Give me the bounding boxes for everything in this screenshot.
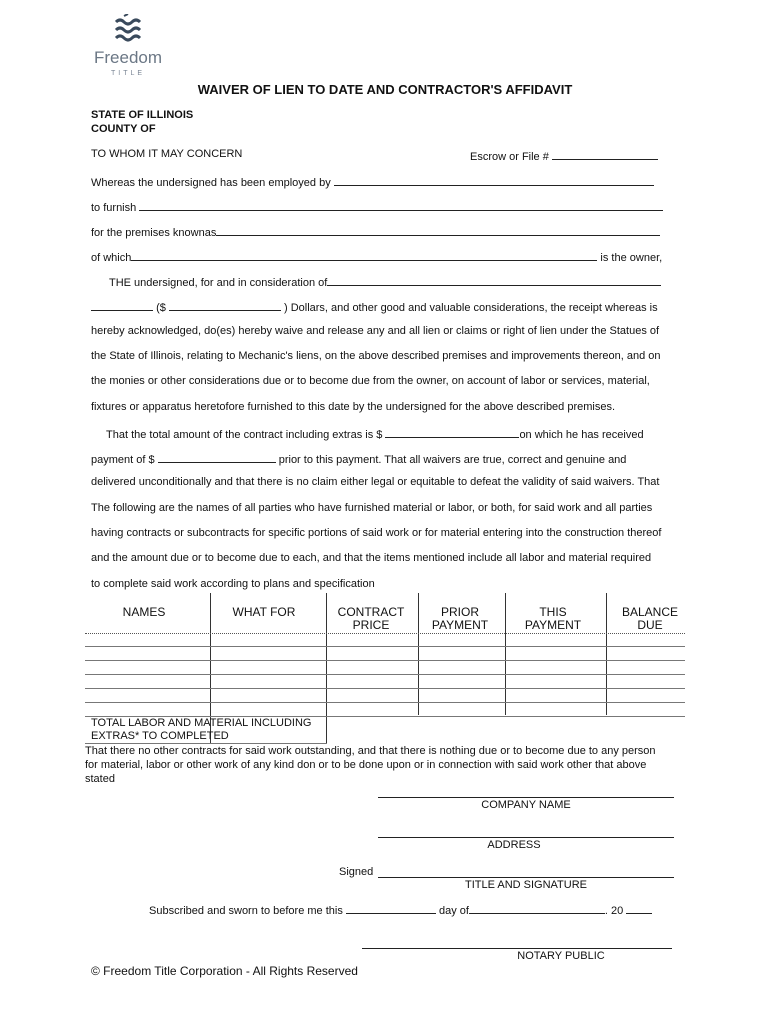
table-header-rule — [85, 633, 685, 634]
premises-row — [91, 224, 660, 239]
dollars-rest: ) Dollars, and other good and valuable considerations, the receipt whereas is — [283, 302, 658, 314]
day-of-label: day of — [438, 905, 469, 917]
address-field[interactable] — [378, 837, 674, 838]
payment-of-label: payment of $ — [91, 454, 155, 466]
paragraph-line-5: fixtures or apparatus heretofore furnished to this date by the undersigned for the above described premises. — [91, 401, 616, 413]
dollars-row — [91, 299, 658, 314]
col-header-contract-price: CONTRACT PRICE — [337, 605, 405, 632]
company-logo — [86, 14, 170, 80]
address-label: ADDRESS — [487, 839, 541, 851]
title-signature-label: TITLE AND SIGNATURE — [464, 879, 588, 891]
consideration-row — [109, 274, 661, 289]
whereas-row — [91, 174, 654, 189]
escrow-label — [470, 148, 658, 163]
furnish-label: to furnish — [91, 202, 137, 214]
to-whom-label: TO WHOM IT MAY CONCERN — [91, 148, 243, 160]
subscribed-label: Subscribed and sworn to before me this — [149, 905, 343, 917]
prior-rest: prior to this payment. That all waivers are true, correct and genuine and — [278, 454, 627, 466]
logo-name: Freedom — [93, 48, 163, 67]
table-row[interactable] — [85, 674, 685, 675]
signature-field[interactable] — [378, 877, 674, 878]
consideration-field[interactable] — [327, 274, 661, 286]
premises-field[interactable] — [216, 224, 660, 236]
furnish-field[interactable] — [139, 199, 663, 211]
col-header-balance-due: BALANCE DUE — [621, 605, 679, 632]
col-header-names: NAMES — [122, 605, 166, 619]
amount-words-field[interactable] — [91, 299, 153, 311]
sworn-year-field[interactable] — [626, 902, 652, 914]
company-name-field[interactable] — [378, 797, 674, 798]
escrow-text: Escrow or File # — [470, 151, 549, 163]
escrow-field[interactable] — [552, 148, 658, 160]
on-which-label: on which he has received — [519, 429, 644, 441]
total-label-line-1: TOTAL LABOR AND MATERIAL INCLUDING — [91, 717, 312, 729]
total-label-line-2: EXTRAS* TO COMPLETED — [91, 730, 229, 742]
copyright-footer: © Freedom Title Corporation - All Rights Reserved — [91, 964, 358, 978]
document-title: WAIVER OF LIEN TO DATE AND CONTRACTOR'S AFFIDAVIT — [197, 82, 573, 97]
is-owner-label: is the owner, — [600, 252, 663, 264]
sworn-day-field[interactable] — [346, 902, 436, 914]
closing-line-2: for material, labor or other work of any kind don or to be done upon or in connection with said work other that above — [85, 759, 647, 771]
total-row-rule — [85, 743, 327, 744]
total-amount-field[interactable] — [385, 426, 519, 438]
subscribed-row — [149, 902, 652, 917]
premises-label: for the premises knownas — [91, 227, 217, 239]
notary-field[interactable] — [362, 948, 672, 949]
signed-label: Signed — [339, 866, 374, 878]
owner-row — [91, 249, 662, 264]
sworn-month-field[interactable] — [469, 902, 605, 914]
paragraph-line-2: hereby acknowledged, do(es) hereby waive and release any and all lien or claims or right of lien under the Statues of — [91, 325, 660, 337]
closing-line-1: That there no other contracts for said work outstanding, and that there is nothing due or to become due to any person — [85, 745, 656, 757]
county-label: COUNTY OF — [91, 123, 156, 135]
employer-field[interactable] — [334, 174, 654, 186]
notary-label: NOTARY PUBLIC — [517, 950, 605, 962]
payment-row — [91, 451, 626, 466]
paragraph-line-3: the State of Illinois, relating to Mechanic's liens, on the above described premises and improvements thereon, and on — [91, 350, 661, 362]
table-row[interactable] — [85, 660, 685, 661]
state-label: STATE OF ILLINOIS — [91, 109, 194, 121]
total-amount-label: That the total amount of the contract including extras is $ — [106, 429, 383, 441]
table-row[interactable] — [85, 688, 685, 689]
paragraph-line-10: and the amount due or to become due to each, and that the items mentioned include all labor and material required — [91, 552, 652, 564]
undersigned-label: THE undersigned, for and in consideration of — [109, 277, 328, 289]
whereas-label: Whereas the undersigned has been employed by — [91, 177, 331, 189]
company-name-label: COMPANY NAME — [481, 799, 571, 811]
owner-field[interactable] — [131, 249, 597, 261]
total-amount-row — [106, 426, 644, 441]
furnish-row — [91, 199, 663, 214]
col-header-what-for: WHAT FOR — [232, 605, 296, 619]
paragraph-line-7: delivered unconditionally and that there is no claim either legal or equitable to defeat the validity of said waivers. That — [91, 476, 660, 488]
of-which-label: of which — [91, 252, 132, 264]
paragraph-line-8: The following are the names of all parties who have furnished material or labor, or both, for said work and all parties — [91, 502, 653, 514]
col-header-this-payment: THIS PAYMENT — [524, 605, 582, 632]
payment-field[interactable] — [158, 451, 276, 463]
table-row[interactable] — [85, 702, 685, 703]
paragraph-line-4: the monies or other considerations due or to become due from the owner, on account of labor or services, material, — [91, 375, 650, 387]
table-row[interactable] — [85, 646, 685, 647]
year-prefix: . 20 — [604, 905, 624, 917]
dollar-open: ($ — [156, 302, 166, 314]
paragraph-line-11: to complete said work according to plans and specification — [91, 578, 375, 590]
logo-sub: TITLE — [110, 70, 146, 77]
amount-field[interactable] — [169, 299, 281, 311]
closing-line-3: stated — [85, 773, 115, 785]
col-header-prior-payment: PRIOR PAYMENT — [431, 605, 489, 632]
paragraph-line-9: having contracts or subcontracts for specific portions of said work or for material entering into the construction thereof — [91, 527, 662, 539]
